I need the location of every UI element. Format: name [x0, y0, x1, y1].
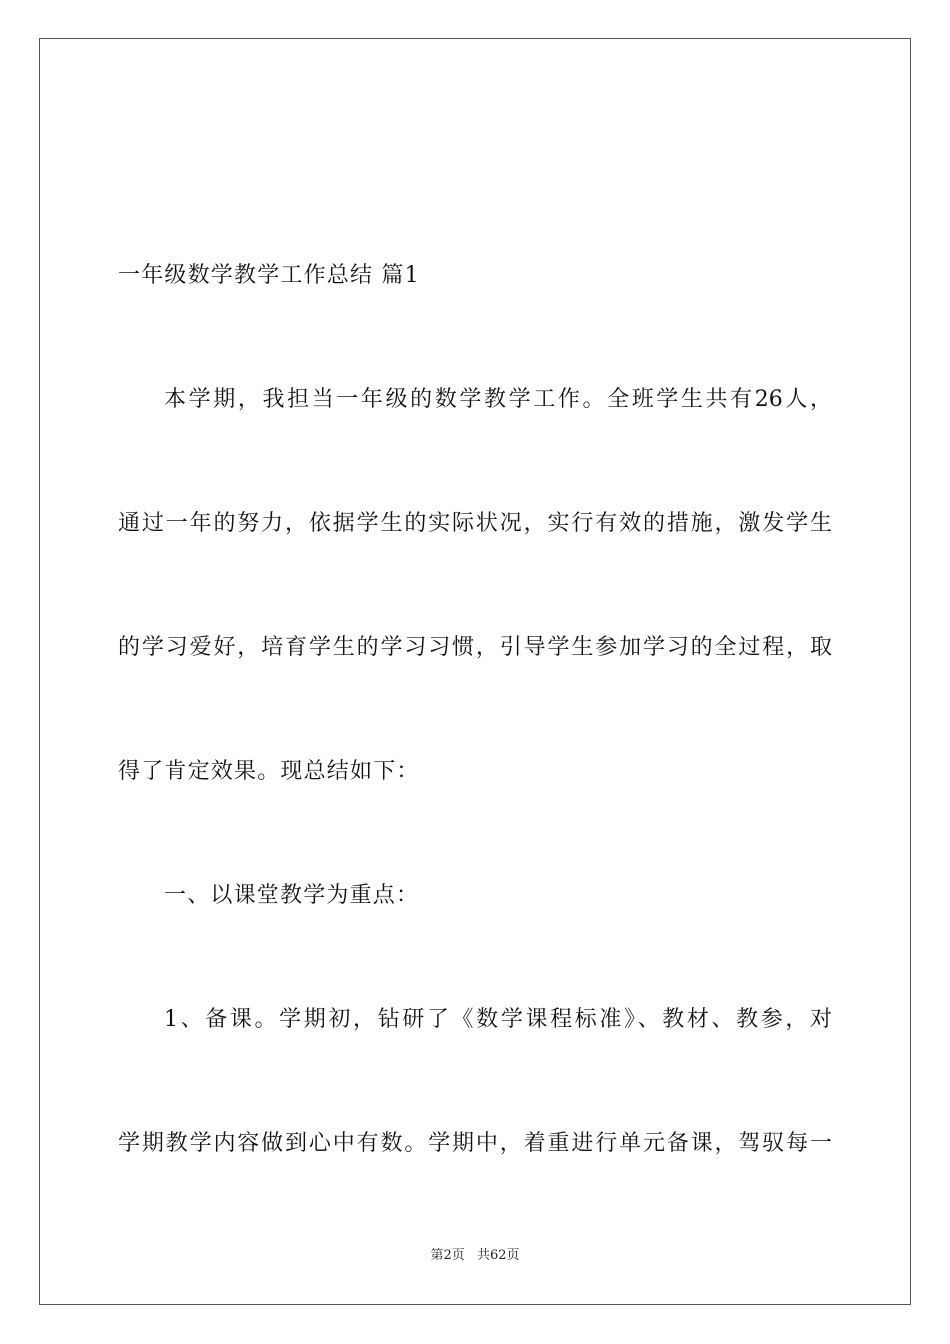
paragraph-line-1: 本学期，我担当一年级的数学教学工作。全班学生共有26人， [164, 387, 832, 412]
page-number: 第2页 [430, 1248, 465, 1263]
paragraph-line-6: 1、备课。学期初，钻研了《数学课程标准》、教材、教参，对 [164, 1007, 832, 1032]
section-heading: 一、以课堂教学为重点： [164, 883, 420, 908]
page-border [39, 38, 911, 1305]
page-footer [0, 1248, 950, 1264]
paragraph-line-7: 学期教学内容做到心中有数。学期中，着重进行单元备课，驾驭每一 [118, 1131, 832, 1156]
paragraph-line-3: 的学习爱好，培育学生的学习习惯，引导学生参加学习的全过程，取 [118, 635, 832, 660]
document-title: 一年级数学教学工作总结 篇1 [118, 263, 420, 288]
paragraph-line-2: 通过一年的努力，依据学生的实际状况，实行有效的措施，激发学生 [118, 511, 832, 536]
paragraph-line-4: 得了肯定效果。现总结如下： [118, 759, 420, 784]
page-total: 共62页 [476, 1248, 520, 1263]
